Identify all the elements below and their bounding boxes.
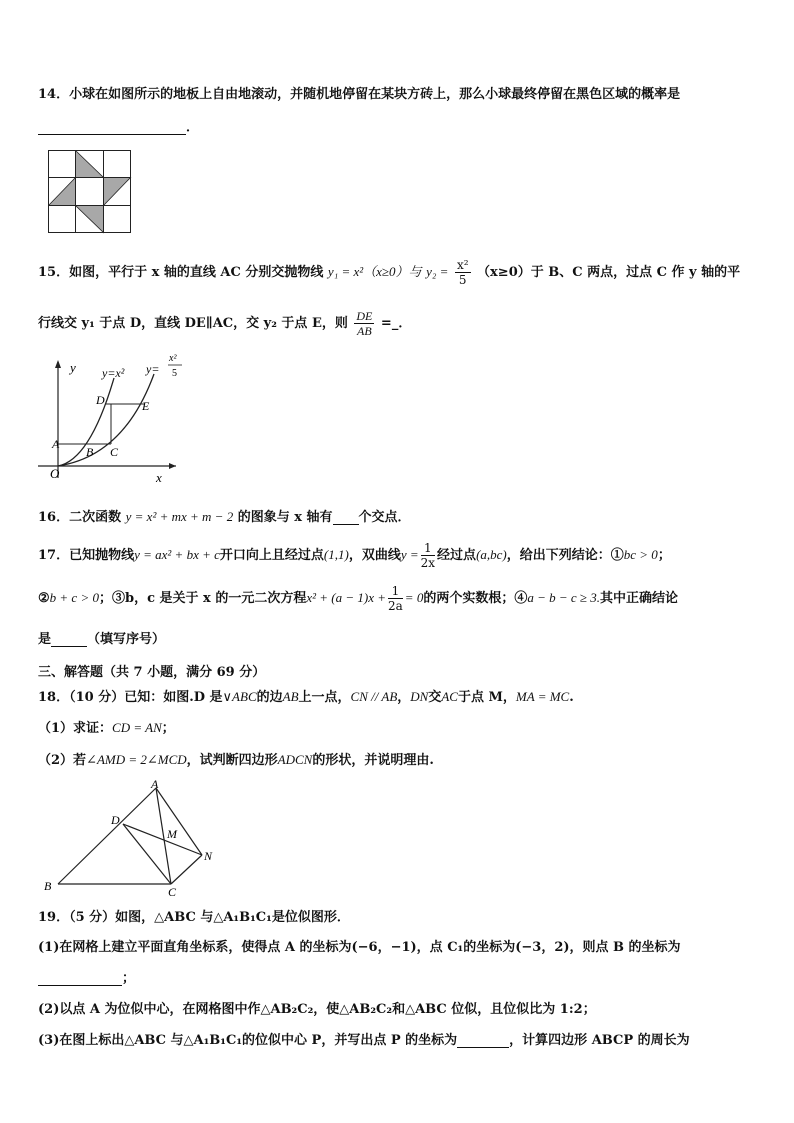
q17-c4: a − b − c ≥ 3. <box>527 590 601 605</box>
pt-d-label: D <box>111 813 120 827</box>
q17-line2a: ② <box>38 591 50 606</box>
q18-line1 <box>38 686 574 705</box>
q17-c1: bc > 0 <box>623 547 658 562</box>
q17-eq-end: = 0 <box>404 590 424 605</box>
q18-p1a: （1）求证： <box>38 721 113 736</box>
q15-y2: y₂ = <box>426 264 449 279</box>
q15-de-ab-fraction: $\frac{DE}{AB}$ <box>356 309 373 338</box>
q18-part2 <box>38 749 434 768</box>
q19-p3b: ，计算四边形 ABCP 的周长为 <box>509 1033 690 1048</box>
q17-yeq: y = <box>400 547 419 562</box>
axis-y-label: y <box>70 360 76 375</box>
pt-a-label: A <box>151 778 159 791</box>
q17-expr1: y = ax² + bx + c <box>134 547 220 562</box>
q17-f: ； <box>657 548 671 563</box>
point-c-label: C <box>110 445 119 459</box>
q15-fraction: $\frac{\text{x²}}{5}$ <box>456 258 469 287</box>
q17-point: (1,1) <box>323 547 349 562</box>
q18-p1eq: CD = AN <box>112 720 162 735</box>
q15-line2a: 行线交 y₁ 于点 D，直线 DE∥AC，交 y₂ 于点 E，则 <box>38 316 348 331</box>
q19-p1end: ； <box>122 971 136 986</box>
q16-line <box>38 506 411 525</box>
q19-part1: (1)在网格上建立平面直角坐标系，使得点 A 的坐标为(−6，−1)，点 C₁的坐标为(−3，2)，则点 B 的坐标为 <box>38 940 681 955</box>
q18-p1b: ； <box>161 721 175 736</box>
q18-f: 于点 M， <box>457 690 516 705</box>
q19-blank-p[interactable] <box>457 1035 509 1048</box>
q17-frac1: $\frac{1}{2x}$ <box>420 541 436 570</box>
q17-c2: b + c > 0 <box>49 590 99 605</box>
pt-n-label: N <box>204 849 213 863</box>
curve1-label: y=x² <box>102 366 125 380</box>
pt-m-label: M <box>167 827 177 841</box>
section-3-heading: 三、解答题（共 7 小题，满分 69 分） <box>38 665 266 680</box>
q17-d: 经过点 <box>437 548 477 563</box>
q14-tile-figure <box>48 150 132 234</box>
q18-p2eq: ∠AMD = 2∠MCD <box>86 752 187 767</box>
pt-b-label: B <box>44 879 52 893</box>
point-b-label: B <box>86 445 94 459</box>
q19-part2: (2)以点 A 为位似中心，在网格图中作△AB₂C₂，使△AB₂C₂和△ABC 位似，且位似比为 1:2； <box>38 1002 596 1017</box>
q18-p2b: ，试判断四边形 <box>186 753 278 768</box>
q17-point2: (a,bc) <box>476 547 507 562</box>
axis-x-label: x <box>156 470 162 485</box>
point-a-label: A <box>52 437 60 451</box>
q16-blank[interactable] <box>333 512 359 525</box>
q19-part1-answer <box>38 967 135 986</box>
q18-ab: AB <box>282 689 299 704</box>
q18-quad: ADCN <box>277 752 313 767</box>
q18-eq: MA = MC <box>515 689 570 704</box>
q15-line2 <box>38 309 411 338</box>
q17-line2 <box>38 584 678 613</box>
q18-a: 18．（10 分）已知：如图.D 是 <box>38 690 223 705</box>
point-d-label: D <box>96 393 105 407</box>
q16-expr: y = x² + mx + m − 2 <box>125 509 234 524</box>
q17-line2b: ；③b，c 是关于 x 的一元二次方程 <box>98 591 307 606</box>
q17-line3a: 是 <box>38 632 52 647</box>
q18-par: CN // AB <box>350 689 398 704</box>
q17-a: 17．已知抛物线 <box>38 548 135 563</box>
q18-p2a: （2）若 <box>38 753 87 768</box>
q17-eq: x² + (a − 1)x + <box>306 590 386 605</box>
q17-blank[interactable] <box>51 634 87 647</box>
q18-dn: DN <box>410 689 429 704</box>
q18-c: 上一点， <box>298 690 351 705</box>
q17-frac2: $\frac{1}{2a}$ <box>388 584 403 613</box>
q14-end: ． <box>186 120 200 135</box>
origin-label: O <box>50 466 60 481</box>
curve2-label: y= <box>146 362 160 376</box>
q14-answer-line <box>38 116 199 135</box>
q17-line3 <box>38 628 165 647</box>
q19-part3 <box>38 1029 690 1048</box>
q18-ac: AC <box>441 689 458 704</box>
curve2-den: 5 <box>172 368 177 379</box>
q17-c: ，双曲线 <box>348 548 401 563</box>
pt-c-label: C <box>168 885 177 896</box>
q18-tri: ∨ABC <box>222 689 257 704</box>
q16-a: 16．二次函数 <box>38 510 122 525</box>
q17-line2d: 其中正确结论 <box>600 591 679 606</box>
point-e-label: E <box>142 399 150 413</box>
q17-b: 开口向上且经过点 <box>219 548 324 563</box>
q18-triangle-figure <box>40 778 220 896</box>
q14-blank[interactable] <box>38 122 186 135</box>
q17-e: ，给出下列结论：① <box>506 548 624 563</box>
q14-text: 14．小球在如图所示的地板上自由地滚动，并随机地停留在某块方砖上，那么小球最终停留在黑色区域的概率是 <box>38 87 681 102</box>
q15-parabola-figure <box>36 348 186 488</box>
q18-e: 交 <box>428 690 442 705</box>
q15-line1 <box>38 258 740 287</box>
q18-p2c: 的形状，并说明理由. <box>312 753 434 768</box>
q18-b: 的边 <box>256 690 283 705</box>
q15-y1: y₁ = x²（x≥0）与 <box>327 264 422 279</box>
q15-part2: （x≥0）于 B、C 两点，过点 C 作 y 轴的平 <box>477 265 741 280</box>
q19-title: 19．（5 分）如图，△ABC 与△A₁B₁C₁是位似图形． <box>38 910 350 925</box>
q17-line1 <box>38 541 671 570</box>
curve-y2 <box>58 374 154 466</box>
curve2-num: x² <box>169 353 177 364</box>
q18-d: ， <box>397 690 411 705</box>
q16-c: 个交点． <box>358 510 411 525</box>
q18-g: . <box>569 690 574 705</box>
q16-b: 的图象与 x 轴有 <box>237 510 333 525</box>
q17-line3b: （填写序号） <box>87 632 166 647</box>
q19-blank-b[interactable] <box>38 973 122 986</box>
q17-line2c: 的两个实数根；④ <box>423 591 528 606</box>
q15-line2b: =_． <box>380 316 412 331</box>
q18-part1 <box>38 717 175 736</box>
q15-part1: 15．如图，平行于 x 轴的直线 AC 分别交抛物线 <box>38 265 324 280</box>
q19-p3a: (3)在图上标出△ABC 与△A₁B₁C₁的位似中心 P，并写出点 P 的坐标为 <box>38 1033 458 1048</box>
